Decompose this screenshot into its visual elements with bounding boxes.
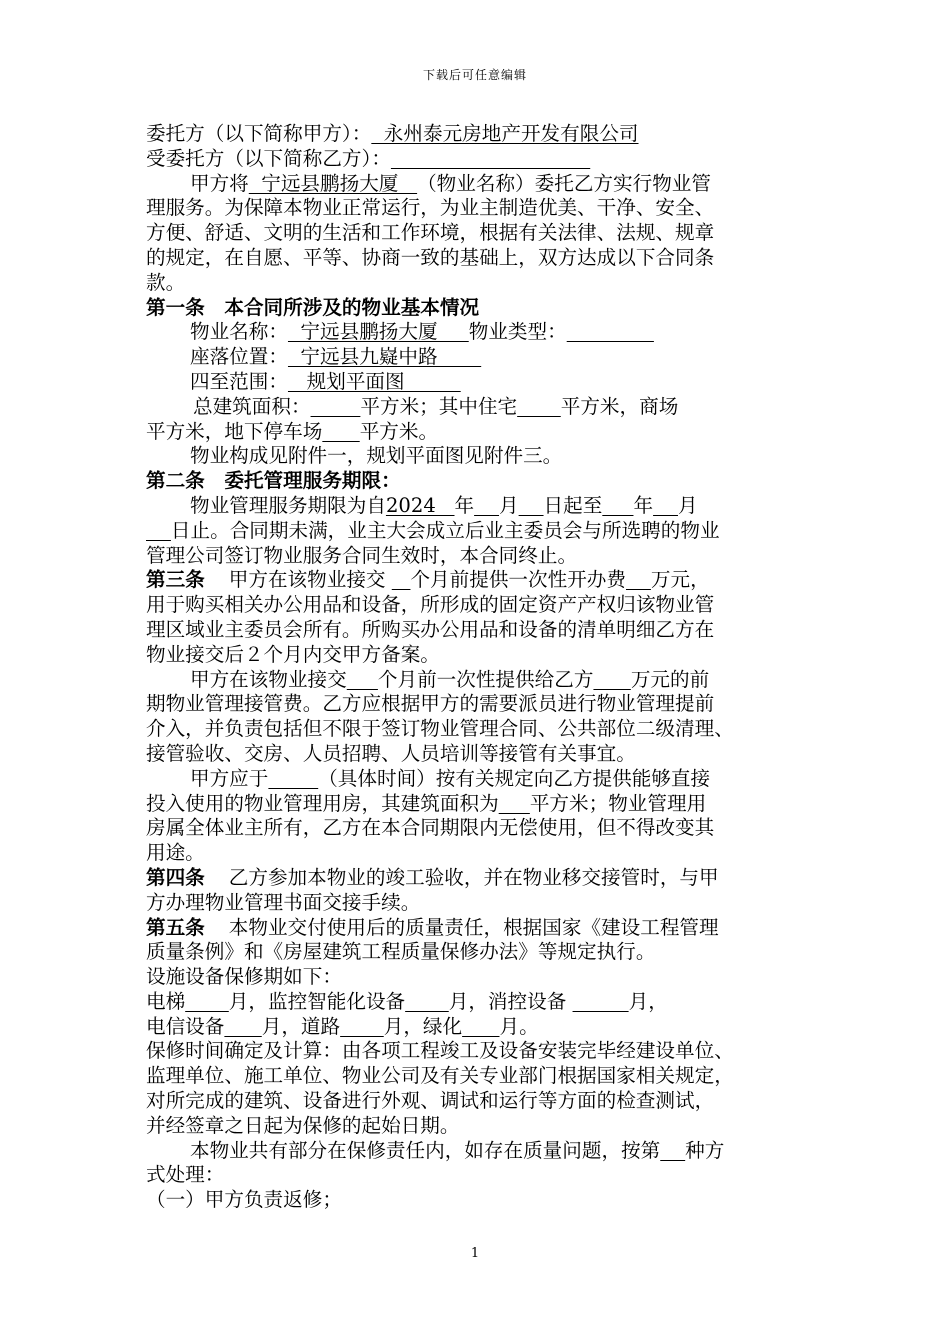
calc-line-4: 并经签章之日起为保修的起始日期。: [146, 1113, 460, 1137]
article-4-line-1: [146, 866, 826, 891]
party-a-name: 永州泰元房地产开发有限公司: [371, 122, 639, 145]
shared-text: 本物业共有部分在保修责任内，如存在质量问题，按第: [190, 1138, 661, 1162]
end-month-blank: [653, 494, 678, 517]
term-text: 月: [677, 493, 698, 517]
area-text: 平方米。: [359, 419, 439, 443]
start-day-blank: [519, 494, 544, 517]
term-text: 年: [633, 493, 654, 517]
article-3-line-3: 理区域业主委员会所有。所购买办公用品和设备的清单明细乙方在: [146, 617, 715, 641]
end-day-blank: [146, 519, 171, 542]
warranty-text: 月，道路: [261, 1014, 341, 1038]
option-1: （一）甲方负责返修；: [146, 1188, 342, 1212]
art3-text: 甲方在该物业接交: [190, 667, 347, 691]
property-type-blank: [567, 320, 654, 343]
shared-part-line-2: 式处理：: [146, 1163, 225, 1187]
term-text: 日止。合同期未满，业主大会成立后业主委员会与所选聘的物业: [170, 518, 720, 542]
intro-text: （物业名称）委托乙方实行物业管: [417, 171, 711, 195]
start-year: 2024: [385, 493, 455, 517]
party-b-label: 受委托方（以下简称乙方）：: [146, 146, 391, 170]
intro-line-4: 的规定，在自愿、平等、协商一致的基础上，双方达成以下合同条: [146, 245, 715, 269]
term-text: 物业管理服务期限为自: [190, 493, 386, 517]
takeover-fee-blank: [593, 668, 630, 691]
article-3-p2-line-2: 期物业管理接管费。乙方应根据甲方的需要派员进行物业管理提前: [146, 692, 715, 716]
party-a-line: [146, 122, 826, 147]
end-year-blank: [602, 494, 633, 517]
property-name-line: [146, 320, 826, 345]
art3-text: 投入使用的物业管理用房，其建筑面积为: [146, 791, 499, 815]
method-number-blank: [660, 1139, 685, 1162]
term-line-3: 管理公司签订物业服务合同生效时，本合同终止。: [146, 543, 578, 567]
takeover-months-blank: [347, 668, 378, 691]
art3-text: 甲方应于: [190, 766, 269, 790]
art3-text: 万元的前: [630, 667, 710, 691]
range-line: [146, 370, 826, 395]
article-1-title: 第一条 本合同所涉及的物业基本情况: [146, 295, 480, 319]
intro-line-2: 理服务。为保障本物业正常运行，为业主制造优美、干净、安全、: [146, 196, 715, 220]
opening-months-blank: [392, 568, 411, 591]
article-4-line-2: 方办理物业管理书面交接手续。: [146, 890, 421, 914]
warranty-text: 电梯: [146, 989, 186, 1013]
warranty-text: 月，: [628, 989, 668, 1013]
start-month-blank: [474, 494, 499, 517]
warranty-title: 设施设备保修期如下：: [146, 965, 342, 989]
article-3-line-1: [146, 568, 826, 593]
property-name-blank: 宁远县鹏扬大厦: [248, 171, 418, 195]
residential-area-blank: [517, 395, 561, 418]
property-name-value: 宁远县鹏扬大厦: [287, 320, 469, 344]
location-value: 宁远县九嶷中路: [287, 345, 482, 369]
area-line: [146, 395, 826, 420]
term-text: 年: [454, 493, 475, 517]
annex-line: 物业构成见附件一，规划平面图见附件三。: [190, 444, 563, 468]
calc-line-1: 保修时间确定及计算：由各项工程竣工及设备安装完毕经建设单位、: [146, 1039, 734, 1063]
intro-line-1: [146, 172, 826, 197]
art3-text: 个月前一次性提供给乙方: [377, 667, 594, 691]
location-line: [146, 345, 826, 370]
warranty-line-1: [146, 990, 826, 1015]
parking-area-blank: [322, 420, 359, 443]
shared-part-line-1: [146, 1139, 826, 1164]
calc-line-3: 对所完成的建筑、设备进行外观、调试和运行等方面的检查测试，: [146, 1089, 715, 1113]
area-line-2: [146, 420, 826, 445]
article-3-title: 第三条: [146, 568, 205, 592]
location-label: 座落位置：: [190, 345, 288, 369]
office-area-blank: [499, 792, 530, 815]
article-3-p2-line-1: [146, 668, 826, 693]
fire-control-warranty-blank: [573, 990, 629, 1013]
article-5-title: 第五条: [146, 915, 205, 939]
article-3-p3-line-1: [146, 767, 826, 792]
term-line-2: [146, 519, 826, 544]
art3-text: （具体时间）按有关规定向乙方提供能够直接: [318, 766, 711, 790]
telecom-warranty-blank: [224, 1015, 261, 1038]
term-line-1: [146, 494, 826, 519]
article-3-p2-line-3: 介入，并负责包括但不限于签订物业管理合同、公共部位二级清理、: [146, 717, 734, 741]
term-text: 月: [499, 493, 519, 517]
article-3-line-4: 物业接交后２个月内交甲方备案。: [146, 642, 440, 666]
total-area-blank: [311, 395, 361, 418]
intro-line-3: 方便、舒适、文明的生活和工作环境，根据有关法律、法规、规章: [146, 221, 715, 245]
page-header: 下载后可任意编辑: [422, 68, 527, 82]
provide-time-blank: [268, 767, 318, 790]
area-text: 平方米，商场: [560, 394, 679, 418]
article-3-p3-line-2: [146, 792, 826, 817]
art3-text: 万元，: [650, 568, 710, 592]
range-label: 四至范围：: [190, 369, 288, 393]
art3-text: 平方米；物业管理用: [529, 791, 707, 815]
warranty-text: 月。: [499, 1014, 539, 1038]
term-text: 日起至: [543, 493, 603, 517]
area-text: 平方米；其中住宅: [360, 394, 518, 418]
property-name-label: 物业名称：: [190, 320, 288, 344]
warranty-text: 月，监控智能化设备: [228, 989, 406, 1013]
warranty-text: 电信设备: [146, 1014, 225, 1038]
road-warranty-blank: [340, 1015, 384, 1038]
monitoring-warranty-blank: [405, 990, 449, 1013]
property-type-label: 物业类型：: [468, 320, 567, 344]
art5-text: 本物业交付使用后的质量责任，根据国家《建设工程管理: [228, 915, 719, 939]
party-a-label: 委托方（以下简称甲方）：: [146, 122, 372, 145]
intro-text: 甲方将: [190, 171, 249, 195]
shared-text: 种方: [685, 1138, 725, 1162]
page-number: 1: [470, 1246, 480, 1261]
warranty-text: 月，消控设备: [448, 989, 573, 1013]
party-b-name: [391, 147, 590, 170]
art4-text: 乙方参加本物业的竣工验收，并在物业移交接管时，与甲: [228, 865, 719, 889]
contract-body: [146, 122, 826, 1213]
party-b-line: [146, 147, 826, 172]
article-5-line-1: [146, 916, 826, 941]
area-text: 总建筑面积：: [193, 394, 311, 418]
opening-fee-blank: [626, 568, 651, 591]
article-3-p2-line-4: 接管验收、交房、人员招聘、人员培训等接管有关事宜。: [146, 741, 636, 765]
article-2-title: 第二条 委托管理服务期限：: [146, 469, 401, 493]
warranty-line-2: [146, 1015, 826, 1040]
article-3-p3-line-4: 用途。: [146, 841, 205, 865]
warranty-text: 月，绿化: [383, 1014, 463, 1038]
art3-text: 个月前提供一次性开办费: [410, 568, 626, 592]
range-value: 规划平面图: [287, 369, 461, 393]
article-5-line-2: 质量条例》和《房屋建筑工程质量保修办法》等规定执行。: [146, 940, 656, 964]
art3-text: 甲方在该物业接交: [228, 568, 392, 592]
article-3-line-2: 用于购买相关办公用品和设备，所形成的固定资产产权归该物业管: [146, 593, 715, 617]
intro-line-5: 款。: [146, 270, 186, 294]
greening-warranty-blank: [462, 1015, 499, 1038]
article-3-p3-line-3: 房属全体业主所有，乙方在本合同期限内无偿使用，但不得改变其: [146, 816, 715, 840]
elevator-warranty-blank: [185, 990, 229, 1013]
article-4-title: 第四条: [146, 865, 205, 889]
area-text: 平方米，地下停车场: [146, 419, 323, 443]
calc-line-2: 监理单位、施工单位、物业公司及有关专业部门根据国家相关规定，: [146, 1064, 734, 1088]
